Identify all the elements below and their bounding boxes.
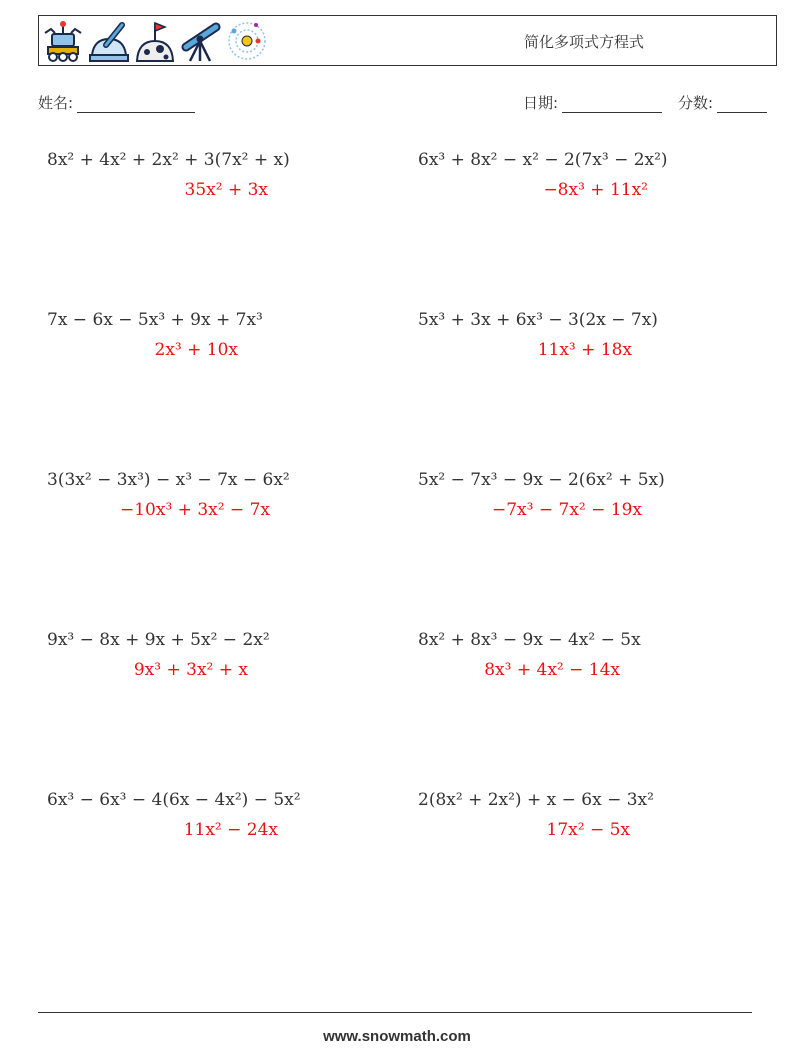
- robot-rover-icon: [42, 19, 84, 63]
- problem-expression: 6x³ − 6x³ − 4(6x − 4x²) − 5x²: [47, 790, 301, 810]
- problem-expression: 2(8x² + 2x²) + x − 6x − 3x²: [418, 790, 654, 810]
- problem-answer: −7x³ − 7x² − 19x: [491, 500, 642, 520]
- problem-answer: 2x³ + 10x: [154, 340, 238, 360]
- problem-expression: 8x² + 8x³ − 9x − 4x² − 5x: [418, 630, 641, 650]
- problem-answer: 11x² − 24x: [183, 820, 278, 840]
- problem-expression: 5x³ + 3x + 6x³ − 3(2x − 7x): [418, 310, 658, 330]
- score-label: 分数:: [678, 94, 714, 112]
- name-blank[interactable]: [77, 96, 195, 113]
- problem-expression: 8x² + 4x² + 2x² + 3(7x² + x): [47, 150, 290, 170]
- problem-expression: 5x² − 7x³ − 9x − 2(6x² + 5x): [418, 470, 665, 490]
- solar-system-icon: [226, 19, 268, 63]
- moon-flag-icon: [134, 19, 176, 63]
- score-blank[interactable]: [717, 96, 767, 113]
- telescope-icon: [180, 19, 222, 63]
- header-box: [38, 15, 777, 66]
- problem-answer: −10x³ + 3x² − 7x: [119, 500, 270, 520]
- problem-expression: 3(3x² − 3x³) − x³ − 7x − 6x²: [47, 470, 290, 490]
- space-cannon-icon: [88, 19, 130, 63]
- name-field: [38, 92, 195, 113]
- worksheet-title: 简化多项式方程式: [524, 33, 645, 51]
- problem-answer: 35x² + 3x: [184, 180, 268, 200]
- problem-answer: 17x² − 5x: [546, 820, 630, 840]
- problem-expression: 7x − 6x − 5x³ + 9x + 7x³: [47, 310, 263, 330]
- date-blank[interactable]: [562, 96, 662, 113]
- problem-expression: 6x³ + 8x² − x² − 2(7x³ − 2x²): [418, 150, 668, 170]
- header-icons: [42, 19, 268, 63]
- score-field: [678, 92, 767, 113]
- problem-answer: −8x³ + 11x²: [543, 180, 648, 200]
- problem-answer: 11x³ + 18x: [537, 340, 632, 360]
- date-label: 日期:: [523, 94, 559, 112]
- name-label: 姓名:: [38, 94, 74, 112]
- problem-expression: 9x³ − 8x + 9x + 5x² − 2x²: [47, 630, 270, 650]
- footer-rule: [38, 1012, 752, 1013]
- problem-answer: 9x³ + 3x² + x: [133, 660, 248, 680]
- problem-answer: 8x³ + 4x² − 14x: [484, 660, 620, 680]
- date-field: [523, 92, 662, 113]
- footer-url[interactable]: www.snowmath.com: [323, 1028, 471, 1045]
